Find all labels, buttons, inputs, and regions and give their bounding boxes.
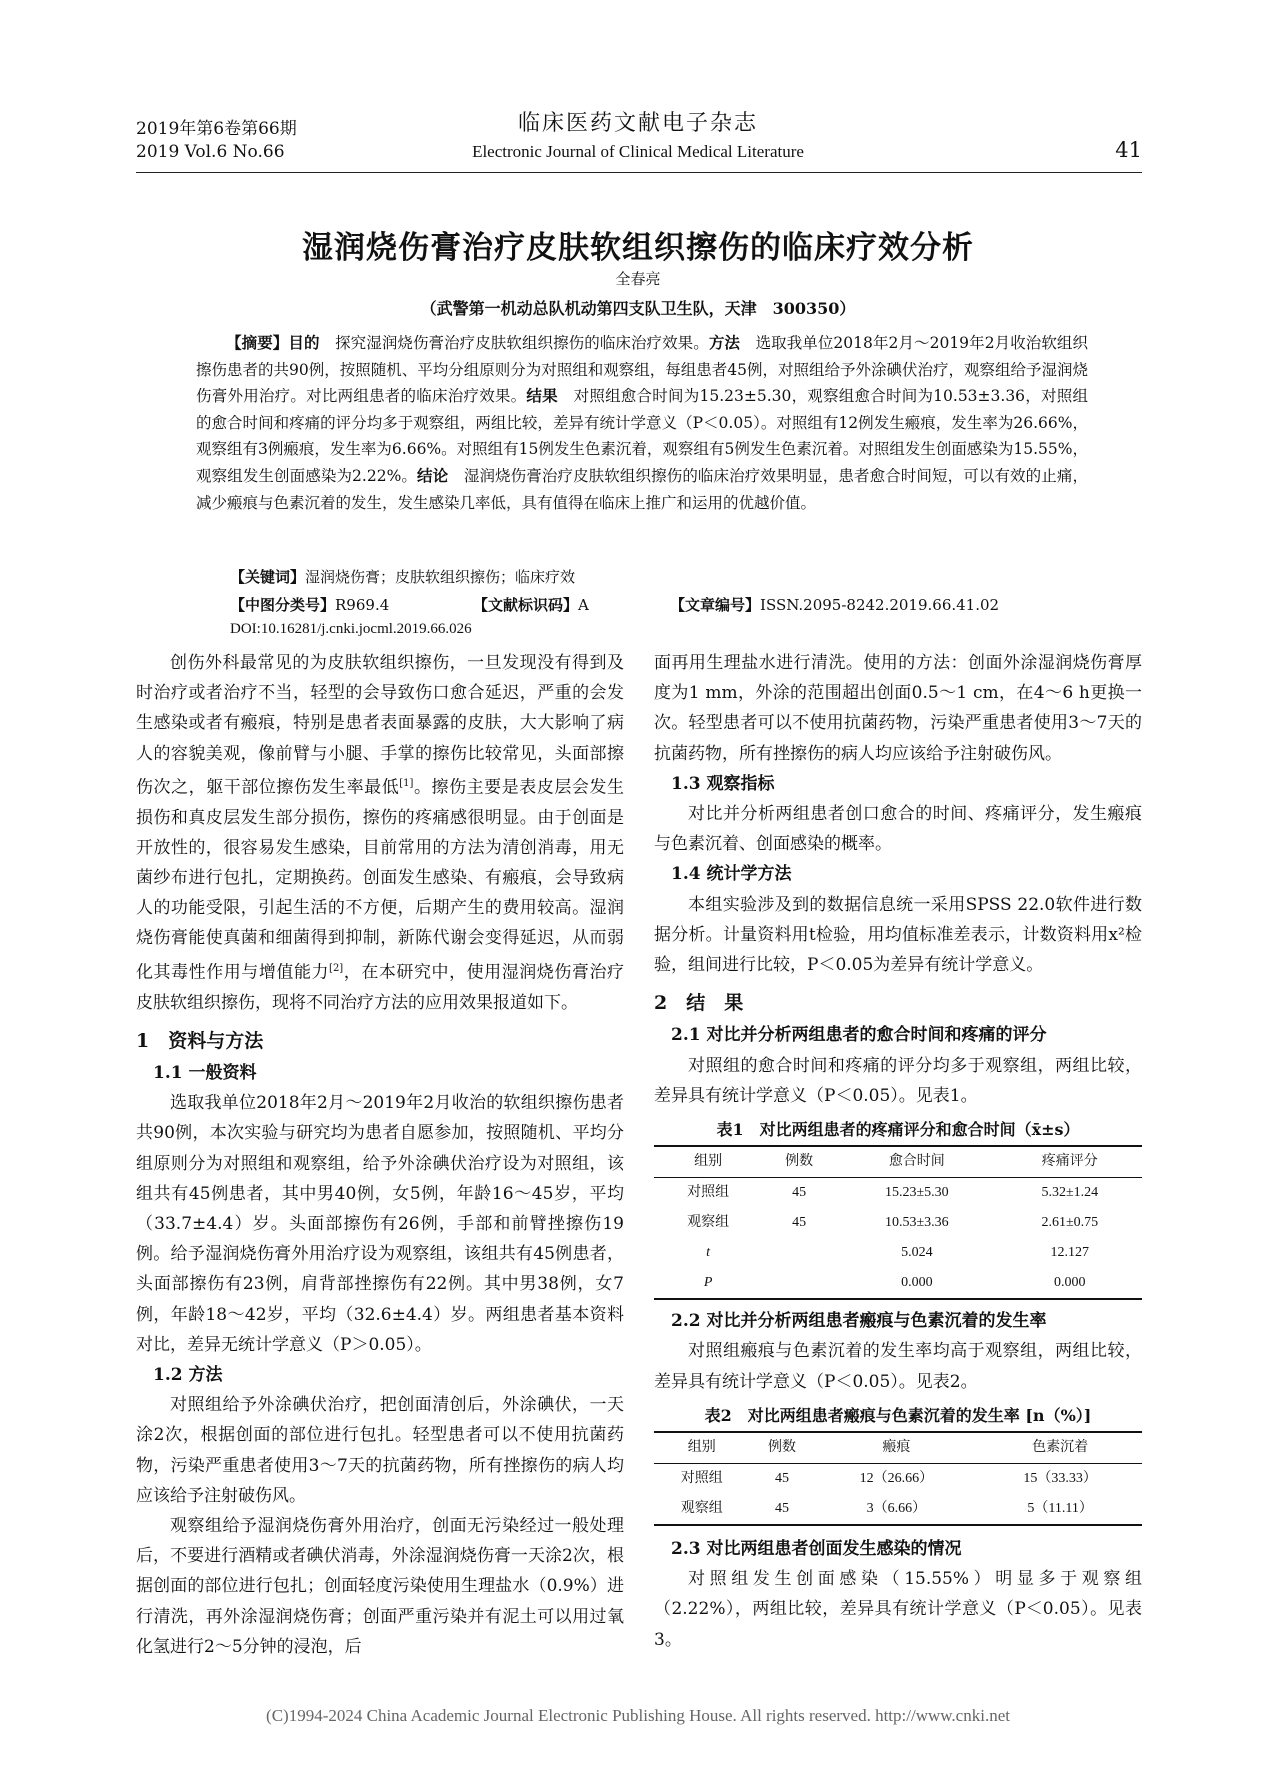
abstract-conclusion-label: 结论 bbox=[417, 465, 449, 485]
table-2 bbox=[654, 1431, 1142, 1526]
table-row bbox=[654, 1494, 1142, 1525]
table-cell: 0.000 bbox=[1054, 1275, 1086, 1291]
abstract-purpose-label: 目的 bbox=[288, 333, 320, 352]
observation-paragraph: 对比并分析两组患者创口愈合的时间、疼痛评分，发生瘢痕与色素沉着、创面感染的概率。 bbox=[654, 804, 1142, 855]
section-1-1-heading: 1.1 一般资料 bbox=[153, 1062, 257, 1083]
affiliation: （武警第一机动总队机动第四支队卫生队，天津 300350） bbox=[420, 299, 856, 318]
method-paragraph-1: 对照组给予外涂碘伏治疗，把创面清创后，外涂碘伏，一天涂2次，根据创面的部位进行包扎。轻型患者可以不使用抗菌药物，污染严重患者使用3～7天的抗菌药物，所有挫擦伤的病人均应该给予注射破伤风。 bbox=[136, 1395, 624, 1506]
keywords bbox=[230, 566, 575, 587]
general-info-paragraph: 选取我单位2018年2月～2019年2月收治的软组织擦伤患者共90例，本次实验与研究均为患者自愿参加，按照随机、平均分组原则分为对照组和观察组，给予外涂碘伏治疗设为对照组，该组共有45例患者，其中男40例，女5例，年龄16～45岁，平均（33.7±4.4）岁。头面部擦伤有26例，手部和前臂挫擦伤19例。给予湿润烧伤膏外用治疗设为观察组，该组共有45例患者，头面部擦伤有23例，肩背部挫擦伤有22例。其中男38例，女7例，年龄18～42岁，平均（32.6±4.4）岁。两组患者基本资料对比，差异无统计学意义（P＞0.05）。 bbox=[136, 1093, 624, 1355]
doc-label: 【文献标识码】 bbox=[473, 596, 579, 614]
table-cell: 45 bbox=[792, 1215, 807, 1231]
result-1-paragraph: 对照组的愈合时间和疼痛的评分均多于观察组，两组比较，差异具有统计学意义（P＜0.05）。见表1。 bbox=[654, 1055, 1142, 1106]
table-header: 色素沉着 bbox=[1032, 1440, 1089, 1456]
statistics-paragraph: 本组实验涉及到的数据信息统一采用SPSS 22.0软件进行数据分析。计量资料用t检验，用均值标准差表示，计数资料用x²检验，组间进行比较，P＜0.05为差异有统计学意义。 bbox=[654, 894, 1142, 976]
section-2-heading: 2 结 果 bbox=[654, 992, 744, 1015]
art-label: 【文章编号】 bbox=[670, 596, 761, 614]
abstract-result-label: 结果 bbox=[526, 386, 558, 406]
section-1-4-heading: 1.4 统计学方法 bbox=[671, 864, 792, 885]
table-cell: 对照组 bbox=[680, 1471, 723, 1487]
doi: DOI:10.16281/j.cnki.jocml.2019.66.026 bbox=[230, 621, 472, 637]
table-cell: 12（26.66） bbox=[859, 1471, 934, 1487]
table-cell: 15（33.33） bbox=[1023, 1471, 1097, 1487]
table-cell: 15.23±5.30 bbox=[884, 1185, 949, 1201]
citation-1: [1] bbox=[399, 777, 414, 789]
table-row bbox=[654, 1208, 1142, 1238]
table-2-caption: 表2 对比两组患者瘢痕与色素沉着的发生率 [n（%）] bbox=[704, 1405, 1092, 1425]
abstract bbox=[196, 330, 1088, 516]
table-cell: 45 bbox=[792, 1185, 807, 1201]
table-row bbox=[654, 1178, 1142, 1209]
table-cell: 45 bbox=[774, 1471, 789, 1487]
table-cell: 10.53±3.36 bbox=[884, 1215, 949, 1231]
clc-number bbox=[230, 594, 389, 615]
table-header: 疼痛评分 bbox=[1041, 1154, 1098, 1170]
art-value: ISSN.2095-8242.2019.66.41.02 bbox=[760, 596, 1000, 614]
method-continued: 面再用生理盐水进行清洗。使用的方法：创面外涂湿润烧伤膏厚度为1 mm，外涂的范围超出创面0.5～1 cm，在4～6 h更换一次。轻型患者可以不使用抗菌药物，污染严重患者使用3～7天的抗菌药物，所有挫擦伤的病人均应该给予注射破伤风。 bbox=[654, 653, 1142, 764]
section-2-2-heading: 2.2 对比并分析两组患者瘢痕与色素沉着的发生率 bbox=[671, 1311, 1047, 1332]
citation-2: [2] bbox=[329, 962, 344, 974]
table-cell: 45 bbox=[774, 1501, 789, 1517]
section-2-1-heading: 2.1 对比并分析两组患者的愈合时间和疼痛的评分 bbox=[671, 1025, 1047, 1046]
intro-text-3: ，在本研究中，使用湿润烧伤膏治疗皮肤软组织擦伤，现将不同治疗方法的应用效果报道如下。 bbox=[136, 962, 625, 1013]
clc-value: R969.4 bbox=[335, 596, 390, 614]
table-cell: 观察组 bbox=[687, 1215, 730, 1231]
left-column bbox=[136, 648, 624, 1662]
table-cell bbox=[762, 1238, 836, 1268]
article-number bbox=[670, 594, 999, 615]
journal-title-cn: 临床医药文献电子杂志 bbox=[517, 111, 758, 136]
page-number: 41 bbox=[1115, 138, 1142, 162]
abstract-method-label: 方法 bbox=[708, 333, 740, 352]
table-cell: 5（11.11） bbox=[1027, 1501, 1093, 1517]
document-code bbox=[473, 594, 589, 615]
header-rule bbox=[136, 172, 1142, 173]
table-1 bbox=[654, 1145, 1142, 1300]
table-header: 组别 bbox=[694, 1154, 723, 1170]
table-row bbox=[654, 1464, 1142, 1495]
table-cell: 3（6.66） bbox=[866, 1501, 927, 1517]
copyright-footer: (C)1994-2024 China Academic Journal Electronic Publishing House. All rights reserved. http://www.cnki.net bbox=[266, 1706, 1010, 1725]
intro-paragraph bbox=[136, 648, 624, 1018]
table-cell: 观察组 bbox=[680, 1501, 723, 1517]
table-cell: 5.32±1.24 bbox=[1041, 1185, 1099, 1201]
abstract-label: 【摘要】 bbox=[226, 333, 289, 352]
author: 全春亮 bbox=[615, 270, 661, 288]
abstract-result: 对照组愈合时间为15.23±5.30，观察组愈合时间为10.53±3.36，对照组的愈合时间和疼痛的评分均多于观察组，两组比较，差异有统计学意义（P＜0.05）。对照组有12例发生瘢痕，发生率为26.66%，观察组有3例瘢痕，发生率为6.66%。对照组有15例发生色素沉着，观察组有5例发生色素沉着。对照组发生创面感染为15.55%，观察组发生创面感染为2.22%。 bbox=[196, 387, 1088, 485]
table-1-caption: 表1 对比两组患者的疼痛评分和愈合时间（x̄±s） bbox=[716, 1120, 1080, 1140]
table-cell: 5.024 bbox=[901, 1245, 933, 1261]
table-row bbox=[654, 1238, 1142, 1268]
table-cell: 2.61±0.75 bbox=[1041, 1215, 1099, 1231]
table-row bbox=[654, 1268, 1142, 1299]
keywords-label: 【关键词】 bbox=[230, 568, 306, 586]
clc-label: 【中图分类号】 bbox=[230, 596, 336, 614]
intro-text-1: 创伤外科最常见的为皮肤软组织擦伤，一旦发现没有得到及时治疗或者治疗不当，轻型的会导致伤口愈合延迟，严重的会发生感染或者有瘢痕，特别是患者表面暴露的皮肤，大大影响了病人的容貌美观，像前臂与小腿、手掌的擦伤比较常见，头面部擦伤次之，躯干部位擦伤发生率最低 bbox=[136, 653, 624, 798]
table-cell: 对照组 bbox=[687, 1185, 730, 1201]
journal-title-en: Electronic Journal of Clinical Medical Literature bbox=[472, 142, 804, 161]
table-cell: 0.000 bbox=[901, 1275, 933, 1291]
intro-text-2: 。擦伤主要是表皮层会发生损伤和真皮层发生部分损伤，擦伤的疼痛感很明显。由于创面是开放性的，很容易发生感染，目前常用的方法为清创消毒，用无菌纱布进行包扎，定期换药。创面发生感染、有瘢痕，会导致病人的功能受限，引起生活的不方便，后期产生的费用较高。湿润烧伤膏能使真菌和细菌得到抑制，新陈代谢会变得延迟，从而弱化其毒性作用与增值能力 bbox=[136, 777, 625, 983]
article-title: 湿润烧伤膏治疗皮肤软组织擦伤的临床疗效分析 bbox=[302, 230, 974, 266]
table-header: 例数 bbox=[785, 1154, 814, 1170]
table-header: 例数 bbox=[767, 1440, 796, 1456]
section-1-heading: 1 资料与方法 bbox=[136, 1029, 264, 1052]
result-3-paragraph: 对照组发生创面感染（15.55%）明显多于观察组（2.22%），两组比较，差异具有统计学意义（P＜0.05）。见表3。 bbox=[654, 1569, 1142, 1650]
table-cell: t bbox=[706, 1245, 711, 1261]
table-cell: P bbox=[703, 1275, 713, 1291]
section-1-3-heading: 1.3 观察指标 bbox=[671, 773, 775, 794]
abstract-method: 选取我单位2018年2月～2019年2月收治软组织擦伤患者的共90例，按照随机、平均分组原则分为对照组和观察组，每组患者45例，对照组给予外涂碘伏治疗，观察组给予湿润烧伤膏外用治疗。对比两组患者的临床治疗效果。 bbox=[196, 334, 1088, 406]
issue-cn: 2019年第6卷第66期 bbox=[136, 119, 297, 139]
section-1-2-heading: 1.2 方法 bbox=[153, 1364, 223, 1385]
abstract-conclusion: 湿润烧伤膏治疗皮肤软组织擦伤的临床治疗效果明显，患者愈合时间短，可以有效的止痛，减少瘢痕与色素沉着的发生，发生感染几率低，具有值得在临床上推广和运用的优越价值。 bbox=[196, 466, 1088, 512]
doc-value: A bbox=[578, 596, 589, 614]
section-2-3-heading: 2.3 对比两组患者创面发生感染的情况 bbox=[671, 1539, 962, 1560]
right-column bbox=[654, 648, 1142, 1655]
table-cell bbox=[762, 1268, 836, 1299]
table-header: 组别 bbox=[687, 1440, 716, 1456]
table-cell: 12.127 bbox=[1050, 1245, 1090, 1261]
result-2-paragraph: 对照组瘢痕与色素沉着的发生率均高于观察组，两组比较，差异具有统计学意义（P＜0.05）。见表2。 bbox=[654, 1341, 1142, 1392]
table-header: 愈合时间 bbox=[888, 1154, 945, 1170]
issue-en: 2019 Vol.6 No.66 bbox=[136, 142, 285, 162]
keywords-text: 湿润烧伤膏；皮肤软组织擦伤；临床疗效 bbox=[305, 568, 576, 586]
abstract-purpose: 探究湿润烧伤膏治疗皮肤软组织擦伤的临床治疗效果。 bbox=[319, 334, 709, 352]
method-paragraph-2: 观察组给予湿润烧伤膏外用治疗，创面无污染经过一般处理后，不要进行酒精或者碘伏消毒，外涂湿润烧伤膏一天涂2次，根据创面的部位进行包扎；创面轻度污染使用生理盐水（0.9%）进行清洗，再外涂湿润烧伤膏；创面严重污染并有泥土可以用过氧化氢进行2～5分钟的浸泡，后 bbox=[136, 1516, 624, 1657]
table-header: 瘢痕 bbox=[882, 1440, 911, 1456]
